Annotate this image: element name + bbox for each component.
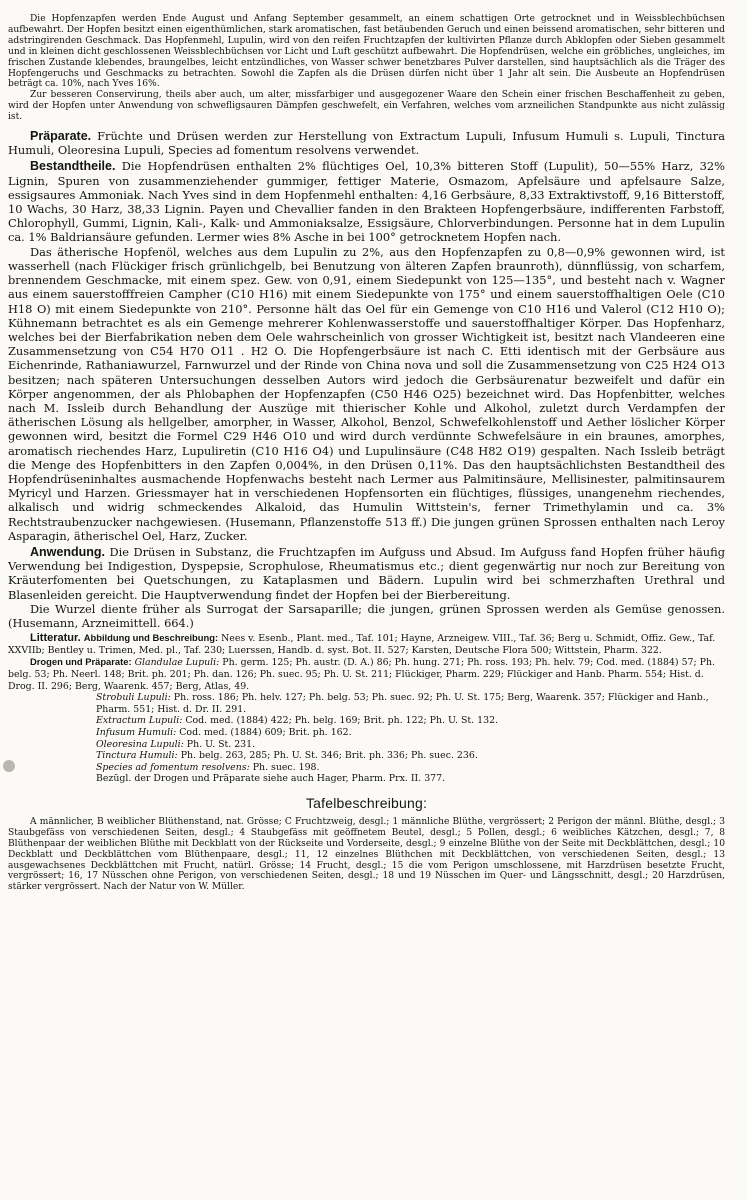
intro-paragraph-2: Zur besseren Conservirung, theils aber auch, um alter, missfarbiger und ausgegozener Waare den Schein einer frischen Beschaffenheit zu geben, wird der Hopfen unter Anwendung von schwefligsauren Dämpfen geschwefelt, ein Verfahren, welches vom arzneilichen Standpunkte aus nicht zulässig ist. xyxy=(8,90,725,123)
species-text: Ph. suec. 198. xyxy=(252,761,320,773)
strobuli-line xyxy=(8,692,725,715)
praeparate-section xyxy=(8,129,725,157)
litteratur-drogen-label: Drogen und Präparate: xyxy=(30,656,132,668)
anwendung-text-1: Die Drüsen in Substanz, die Fruchtzapfen im Aufguss und Absud. Im Aufguss fand Hopfen früher häufig Verwendung bei Indigestion, Dyspepsie, Scrophulose, Rheumatismus etc.; dient gegenwärtig nur noch zur Bereitung von Kräuterfomenten bei Quetschungen, zu Kataplasmen und Bädern. Lupulin wird bei schmerzhaften Urethral und Blasenleiden gereicht. Die Hauptverwendung findet der Hopfen bei der Bierbereitung. xyxy=(8,544,726,602)
binding-hole-mark xyxy=(3,760,15,772)
bestandtheile-paragraph-2: Das ätherische Hopfenöl, welches aus dem Lupulin zu 2%, aus den Hopfenzapfen zu 0,8—0,9% gewonnen wird, ist wasserhell (nach Flückiger frisch grünlichgelb, bei Benutzung von älteren Zapfen braunroth), dünnflüssig, von scharfem, brennendem Geschmacke, mit einem spez. Gew. von 0,91, einem Siedepunkt von 125—135°, und besteht nach v. Wagner aus einem sauerstofffreien Campher (C10 H16) mit einem Siedepunkte von 175° und einem sauerstoffhaltigen Oele (C10 H18 O) mit einem Siedepunkte von 210°. Personne hält das Oel für ein Gemenge von C10 H16 und Valerol (C12 H10 O); Kühnemann betrachtet es als ein Gemenge mehrerer Kohlenwasserstoffe und sauerstoffhaltiger Körper. Das Hopfenharz, welches bei der Bierfabrikation neben dem Oele wahrscheinlich von grosser Wichtigkeit ist, besitzt nach Vlandeeren eine Zusammensetzung von C54 H70 O11 . H2 O. Die Hopfengerbsäure ist nach C. Etti identisch mit der Gerbsäure aus Eichenrinde, Rathaniawurzel, Farnwurzel und der Rinde von China nova und soll die Zusammensetzung von C25 H24 O13 besitzen; nach späteren Untersuchungen desselben Autors wird jedoch die Gerbsäurenatur bezweifelt und dafür ein Körper angenommen, der als Phlobaphen der Hopfenzapfen (C50 H46 O25) bezeichnet wird. Das Hopfenbitter, welches nach M. Issleib durch Behandlung der Auszüge mit thierischer Kohle und Alkohol, zuletzt durch Verdampfen der ätherischen Lösung als hellgelber, amorpher, in Wasser, Alkohol, Benzol, Schwefelkohlenstoff und Aether löslicher Körper gewonnen wird, besitzt die Formel C29 H46 O10 und wird durch verdünnte Schwefelsäure in ein braunes, amorphes, aromatisch riechendes Harz, Lupuliretin (C10 H16 O4) und Lupulinsäure (C48 H82 O19) gespalten. Nach Issleib beträgt die Menge des Hopfenbitters in den Zapfen 0,004%, in den Drüsen 0,11%. Das den hauptsächlichsten Bestandtheil des Hopfendrüseninhaltes ausmachende Hopfenwachs besteht nach Lermer aus Palmitinsäure, Mellisinester, palmitinsaurem Myricyl und Harzen. Griessmayer hat in verschiedenen Hopfensorten ein flüchtiges, flüssiges, unangenehm riechendes, alkalisch und widrig schmeckendes Alkaloid, das Humulin Wittstein's, ferner Trimethylamin und ca. 3% Rechtstraubenzucker nachgewiesen. (Husemann, Pflanzenstoffe 513 ff.) Die jungen grünen Sprossen enthalten nach Leroy Asparagin, ätherischel Oel, Harz, Zucker. xyxy=(8,244,725,543)
strobuli-label: Strobuli Lupuli: xyxy=(96,692,171,704)
praeparate-text: Früchte und Drüsen werden zur Herstellung von Extractum Lupuli, Infusum Humuli s. Lupuli, Tinctura Humuli, Oleoresina Lupuli, Species ad fomentum resolvens verwendet. xyxy=(8,129,725,158)
tinctura-line xyxy=(8,750,725,762)
anwendung-heading: Anwendung. xyxy=(30,544,105,559)
oleoresina-line xyxy=(8,739,725,751)
tinctura-text: Ph. belg. 263, 285; Ph. U. St. 346; Brit. ph. 336; Ph. suec. 236. xyxy=(180,750,478,762)
infusum-line xyxy=(8,727,725,739)
litteratur-abbildung-label: Abbildung und Beschreibung: xyxy=(83,632,219,644)
litteratur-line-1 xyxy=(8,632,725,656)
infusum-label: Infusum Humuli: xyxy=(96,726,177,738)
species-label: Species ad fomentum resolvens: xyxy=(96,761,250,773)
oleoresina-text: Ph. U. St. 231. xyxy=(186,738,256,750)
bestandtheile-section xyxy=(8,159,725,244)
extractum-label: Extractum Lupuli: xyxy=(96,715,183,727)
praeparate-heading: Präparate. xyxy=(30,129,92,144)
anwendung-section xyxy=(8,545,725,602)
tafelbeschreibung-text: A männlicher, B weiblicher Blüthenstand, nat. Grösse; C Fruchtzweig, desgl.; 1 männliche Blüthe, vergrössert; 2 Perigon der männl. Blüthe, desgl.; 3 Staubgefäss von verschiedenen Seiten, desgl.; 4 Staubgefäss mit geöffnetem Beutel, desgl.; 5 Pollen, desgl.; 6 weibliches Kätzchen, desgl.; 7, 8 Blüthenpaar der weiblichen Blüthe mit Deckblatt von der Rückseite und Vorderseite, desgl.; 9 einzelne Blüthe von der Seite mit Deckblättchen, desgl.; 10 Deckblatt und Deckblättchen vom Blüthenpaare, desgl.; 11, 12 einzelnes Blüthchen mit Deckblättchen, von verschiedenen Seiten, desgl.; 13 ausgewachsenes Deckblättchen mit Frucht, natürl. Grösse; 14 Frucht, desgl.; 15 die vom Perigon umschlossene, mit Harzdrüsen besetzte Frucht, vergrössert; 16, 17 Nüsschen ohne Perigon, von verschiedenen Seiten, desgl.; 18 und 19 Nüsschen im Quer- und Längsschnitt, desgl.; 20 Harzdrüsen, stärker vergrössert. Nach der Natur von W. Müller. xyxy=(8,816,725,893)
species-line xyxy=(8,762,725,774)
glandulae-label: Glandulae Lupuli: xyxy=(134,657,220,669)
tafelbeschreibung-title: Tafelbeschreibung: xyxy=(305,794,428,811)
extractum-text: Cod. med. (1884) 422; Ph. belg. 169; Brit. ph. 122; Ph. U. St. 132. xyxy=(185,715,499,727)
litteratur-drogen-line xyxy=(8,656,725,692)
litteratur-abbildung-text: Nees v. Esenb., Plant. med., Taf. 101; Hayne, Arzneigew. VIII., Taf. 36; Berg u. Schmidt, Offiz. Gew., Taf. XXVIIb; Bentley u. Trimen, Med. pl., Taf. 230; Luerssen, Handb. d. syst. Bot. II. 527; Karsten, Deutsche Flora 500; Wittstein, Pharm. 322. xyxy=(8,633,716,656)
litteratur-heading: Litteratur. xyxy=(30,632,81,645)
bestandtheile-text-1: Die Hopfendrüsen enthalten 2% flüchtiges Oel, 10,3% bitteren Stoff (Lupulit), 50—55% Harz, 32% Lignin, Spuren von zusammenziehender gummiger, fettiger Materie, Osmazom, Apfelsäure und apfelsaure Salze, essigsaures Ammoniak. Nach Yves sind in dem Hopfenmehl enthalten: 4,16 Gerbsäure, 8,33 Extraktivstoff, 9,16 Bitterstoff, 10 Wachs, 30 Harz, 38,33 Lignin. Payen und Chevallier fanden in den Brakteen Hopfengerbsäure, indifferenten Farbstoff, Chlorophyll, Gummi, Lignin, Kali-, Kalk- und Ammoniaksalze, Essigsäure, Chlorverbindungen. Personne hat in dem Lupulin ca. 1% Baldriansäure gefunden. Lermer wies 8% Asche in bei 100° getrocknetem Hopfen nach. xyxy=(8,159,726,245)
tinctura-label: Tinctura Humuli: xyxy=(96,750,178,762)
intro-paragraph-1: Die Hopfenzapfen werden Ende August und Anfang September gesammelt, an einem schattigen Orte getrocknet und in Weissblechbüchsen aufbewahrt. Der Hopfen besitzt einen eigenthümlichen, stark aromatischen, fast betäubenden Geruch und einen beissend aromatischen, sehr bitteren und adstringirenden Geschmack. Das Hopfenmehl, Lupulin, wird von den reifen Fruchtzapfen der kultivirten Pflanze durch Abklopfen oder Sieben gesammelt und in kleinen dicht geschlossenen Weissblechbüchsen vor Licht und Luft geschützt aufbewahrt. Die Hopfendrüsen, welche ein gröbliches, ungleiches, im frischen Zustande klebendes, braungelbes, leicht entzündliches, von Wasser schwer benetzbares Pulver darstellen, sind hauptsächlich als die Träger des Hopfengeruchs und Geschmacks zu betrachten. Sowohl die Zapfen als die Drüsen dürfen nicht über 1 Jahr alt sein. Die Ausbeute an Hopfendrüsen beträgt ca. 10%, nach Yves 16%. xyxy=(8,14,725,90)
bestandtheile-heading: Bestandtheile. xyxy=(30,159,116,174)
litteratur-section xyxy=(8,632,725,785)
strobuli-text: Ph. ross. 186; Ph. helv. 127; Ph. belg. 53; Ph. suec. 92; Ph. U. St. 175; Berg, Waarenk. 357; Flückiger and Hanb., Pharm. 551; Hist. d. Dr. II. 291. xyxy=(96,692,709,715)
oleoresina-label: Oleoresina Lupuli: xyxy=(96,738,184,750)
bezuegl-line: Bezügl. der Drogen und Präparate siehe auch Hager, Pharm. Prx. II. 377. xyxy=(96,773,446,785)
anwendung-paragraph-2: Die Wurzel diente früher als Surrogat der Sarsaparille; die jungen, grünen Sprossen werden als Gemüse genossen. (Husemann, Arzneimittell. 664.) xyxy=(8,601,725,630)
extractum-line xyxy=(8,715,725,727)
infusum-text: Cod. med. (1884) 609; Brit. ph. 162. xyxy=(179,726,352,738)
glandulae-text: Ph. germ. 125; Ph. austr. (D. A.) 86; Ph. hung. 271; Ph. ross. 193; Ph. helv. 79; Cod. med. (1884) 57; Ph. belg. 53; Ph. Neerl. 148; Brit. ph. 201; Ph. dan. 126; Ph. suec. 95; Ph. U. St. 211; Flückiger, Pharm. 229; Flückiger and Hanb. Pharm. 554; Hist. d. Drog. II. 296; Berg, Waarenk. 457; Berg, Atlas, 49. xyxy=(8,657,715,692)
